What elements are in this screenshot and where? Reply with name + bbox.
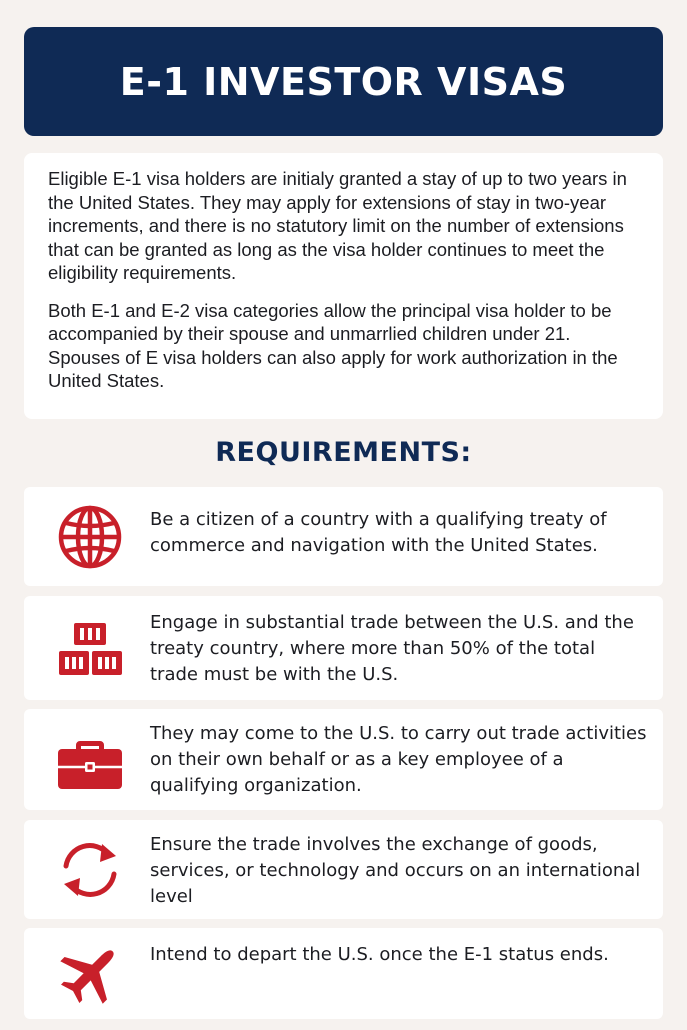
requirement-card xyxy=(24,596,663,700)
requirement-text: They may come to the U.S. to carry out trade activities on their own behalf or as a key employee of a qualifying organization. xyxy=(150,723,647,796)
intro-paragraph: Both E-1 and E-2 visa categories allow the principal visa holder to be accompanied by their spouse and unmarrlied children under 21. Spouses of E visa holders can also apply for work authorization in the United States. xyxy=(48,299,618,391)
requirement-card xyxy=(24,487,663,586)
page-header xyxy=(24,27,663,136)
requirement-text: Ensure the trade involves the exchange of goods, services, or technology and occurs on an international level xyxy=(150,834,641,907)
requirement-text: Be a citizen of a country with a qualifying treaty of commerce and navigation with the United States. xyxy=(150,509,607,556)
globe-icon xyxy=(56,503,124,571)
requirement-card xyxy=(24,709,663,810)
exchange-arrows-icon xyxy=(56,836,124,904)
requirement-text: Intend to depart the U.S. once the E-1 status ends. xyxy=(150,944,609,965)
requirement-text: Engage in substantial trade between the U.S. and the treaty country, where more than 50% of the total trade must be with the U.S. xyxy=(150,612,634,685)
briefcase-icon xyxy=(56,727,124,795)
airplane-icon xyxy=(56,940,124,1008)
cargo-boxes-icon xyxy=(56,615,124,683)
requirement-card xyxy=(24,928,663,1019)
requirement-card xyxy=(24,820,663,919)
page-title: E-1 INVESTOR VISAS xyxy=(119,59,568,104)
intro-paragraph: Eligible E-1 visa holders are initialy granted a stay of up to two years in the United States. They may apply for extensions of stay in two-year increments, and there is no statutory limit on the number of extensions that can be granted as long as the visa holder continues to meet the eligibility requirements. xyxy=(48,168,627,283)
intro-card xyxy=(24,153,663,419)
requirements-heading: REQUIREMENTS: xyxy=(215,437,472,468)
